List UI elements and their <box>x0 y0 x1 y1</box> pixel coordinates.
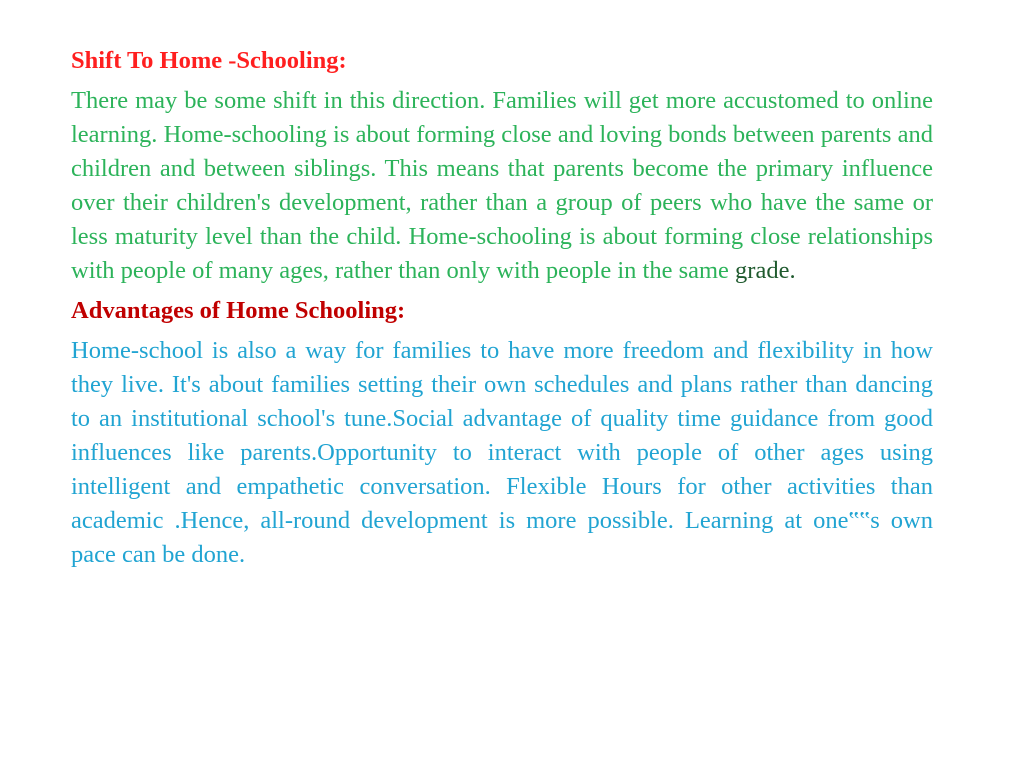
section-body-advantages: Home-school is also a way for families to have more freedom and flexibility in how they live. It's about families setting their own schedules and plans rather than dancing to an institutional school's tune.Social advantage of quality time guidance from good influences like parents.Opportunity to interact with people of other ages using intelligent and empathetic conversation. Flexible Hours for other activities than academic .Hence, all-round development is more possible. Learning at one‟‟s own pace can be done. <box>71 336 933 569</box>
section-body-shift-to-home-schooling <box>71 84 933 289</box>
section-heading-advantages: Advantages of Home Schooling: <box>71 296 406 324</box>
section-body-tail: grade. <box>735 257 796 285</box>
section-body-text: There may be some shift in this direction. Families will get more accustomed to online learning. Home-schooling is about forming close and loving bonds between parents and children and between siblings. This means that parents become the primary influence over their children's development, rather than a group of peers who have the same or less maturity level than the child. Home-schooling is about forming close relationships with people of many ages, rather than only with people in the same <box>71 87 933 285</box>
slide-content <box>71 44 933 572</box>
section-heading-shift-to-home-schooling: Shift To Home -Schooling: <box>71 47 347 74</box>
